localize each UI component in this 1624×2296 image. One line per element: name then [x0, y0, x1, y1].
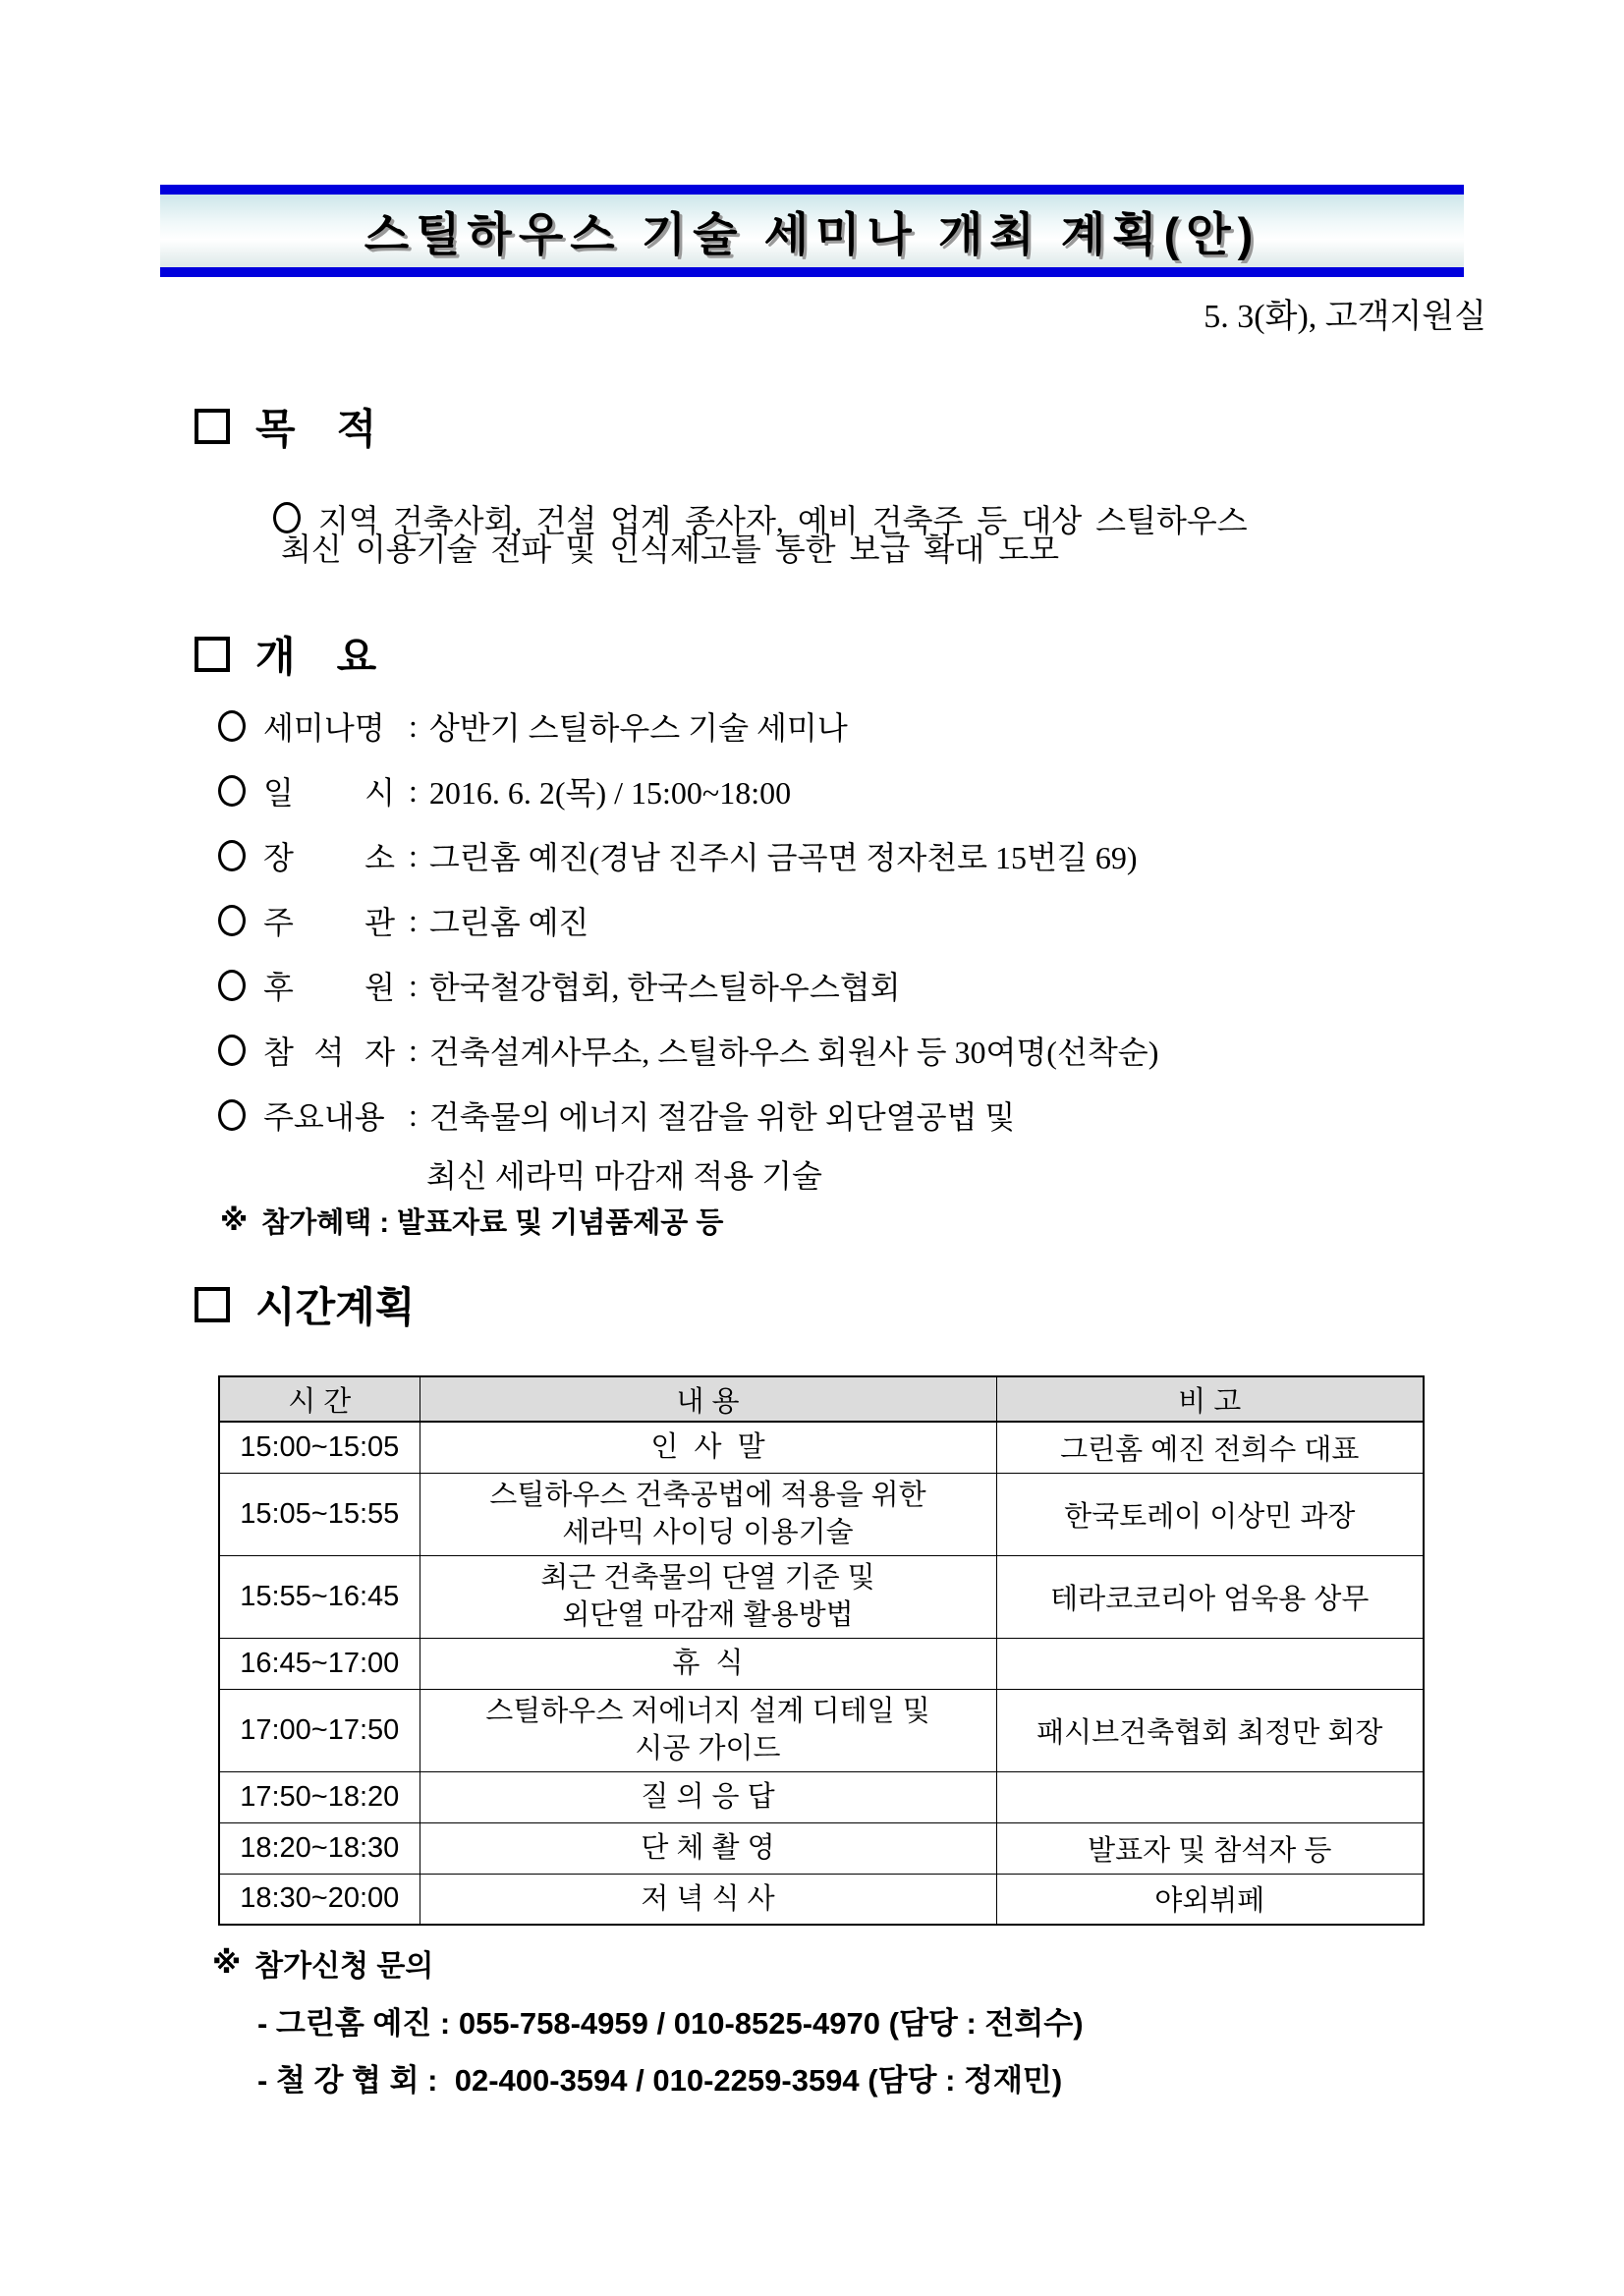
cell-time: 16:45~17:00: [219, 1638, 420, 1689]
col-header-content: 내 용: [420, 1376, 996, 1422]
schedule-table-container: [218, 1375, 1425, 1926]
purpose-heading-label: 목 적: [255, 406, 377, 452]
section-heading-overview: [195, 625, 376, 684]
cell-time: 15:05~15:55: [219, 1473, 420, 1555]
cell-content: 단 체 촬 영: [420, 1822, 996, 1874]
overview-item-value: 건축설계사무소, 스틸하우스 회원사 등 30여명(선착순): [428, 1035, 1159, 1070]
purpose-line-1-text: 지역 건축사회, 건설 업계 종사자, 예비 건축주 등 대상 스틸하우스: [318, 503, 1248, 538]
colon-separator: :: [409, 1032, 418, 1068]
section-heading-schedule: [195, 1275, 415, 1334]
cell-content: 질 의 응 답: [420, 1771, 996, 1822]
overview-item-value: 2016. 6. 2(목) / 15:00~18:00: [428, 775, 792, 811]
cell-note: [996, 1771, 1424, 1822]
table-row: [219, 1874, 1424, 1925]
cell-content: 인 사 말: [420, 1422, 996, 1473]
circle-bullet-icon: [218, 905, 246, 936]
table-header-row: [219, 1376, 1424, 1422]
table-row: [219, 1689, 1424, 1771]
cell-note: 야외뷔페: [996, 1874, 1424, 1925]
cell-time: 17:00~17:50: [219, 1689, 420, 1771]
cell-note: 그린홈 예진 전희수 대표: [996, 1422, 1424, 1473]
schedule-heading-label: 시간계획: [255, 1284, 416, 1330]
cell-note: 발표자 및 참석자 등: [996, 1822, 1424, 1874]
colon-separator: :: [409, 902, 418, 938]
table-row: [219, 1555, 1424, 1638]
overview-item-datetime: [218, 758, 1158, 823]
table-row: [219, 1822, 1424, 1874]
cell-note: 테라코코리아 엄욱용 상무: [996, 1555, 1424, 1638]
table-row: [219, 1473, 1424, 1555]
colon-separator: :: [409, 967, 418, 1003]
colon-separator: :: [409, 837, 418, 873]
colon-separator: :: [409, 707, 418, 744]
overview-item-label: 주 관: [263, 905, 395, 940]
cell-content: 스틸하우스 건축공법에 적용을 위한 세라믹 사이딩 이용기술: [420, 1473, 996, 1555]
overview-item-label: 세미나명: [263, 710, 385, 746]
cell-note: 한국토레이 이상민 과장: [996, 1473, 1424, 1555]
contact-line-steel-association: - 철 강 협 회 : 02-400-3594 / 010-2259-3594 (담당 : 정재민): [257, 2063, 1063, 2098]
square-bullet-icon: [195, 409, 230, 444]
page-title: 스틸하우스 기술 세미나 개최 계획(안): [364, 207, 1260, 260]
overview-item-label: 주요내용: [263, 1099, 385, 1135]
contact-line-greenhome: - 그린홈 예진 : 055-758-4959 / 010-8525-4970 (담당 : 전희수): [257, 2006, 1084, 2041]
cell-content: 스틸하우스 저에너지 설계 디테일 및 시공 가이드: [420, 1689, 996, 1771]
cell-time: 15:55~16:45: [219, 1555, 420, 1638]
contact-heading: [212, 1941, 433, 1985]
date-department-line: 5. 3(화), 고객지원실: [1204, 299, 1486, 335]
section-heading-purpose: [195, 397, 376, 456]
colon-separator: :: [409, 1096, 418, 1133]
overview-item-value: 건축물의 에너지 절감을 위한 외단열공법 및: [428, 1099, 1016, 1135]
schedule-table: [218, 1375, 1425, 1926]
cell-time: 15:00~15:05: [219, 1422, 420, 1473]
contact-heading-text: 참가신청 문의: [254, 1950, 434, 1983]
table-row: [219, 1638, 1424, 1689]
reference-mark-icon: ※: [212, 1946, 242, 1980]
overview-item-value: 한국철강협회, 한국스틸하우스협회: [428, 970, 901, 1005]
square-bullet-icon: [195, 637, 230, 672]
col-header-time: 시 간: [219, 1376, 420, 1422]
cell-content: 최근 건축물의 단열 기준 및 외단열 마감재 활용방법: [420, 1555, 996, 1638]
square-bullet-icon: [195, 1287, 230, 1322]
colon-separator: :: [409, 772, 418, 809]
overview-item-main-content: [218, 1083, 1158, 1148]
circle-bullet-icon: [218, 970, 246, 1001]
overview-item-organizer: [218, 888, 1158, 953]
cell-note: [996, 1638, 1424, 1689]
circle-bullet-icon: [218, 1035, 246, 1066]
overview-item-sponsor: [218, 953, 1158, 1018]
purpose-line-2: 최신 이용기술 전파 및 인식제고를 통한 보급 확대 도모: [281, 532, 1060, 567]
overview-item-venue: [218, 823, 1158, 888]
overview-item-seminar-name: [218, 694, 1158, 758]
reference-mark-icon: ※: [220, 1205, 249, 1237]
table-row: [219, 1771, 1424, 1822]
title-banner: [160, 185, 1464, 277]
overview-heading-label: 개 요: [255, 634, 377, 680]
overview-item-main-content-line2: 최신 세라믹 마감재 적용 기술: [426, 1158, 822, 1194]
col-header-note: 비 고: [996, 1376, 1424, 1422]
overview-item-label: 후 원: [263, 970, 395, 1005]
overview-item-label: 일 시: [263, 775, 395, 811]
overview-item-label: 장 소: [263, 840, 395, 875]
benefit-note: [220, 1201, 723, 1241]
cell-time: 18:20~18:30: [219, 1822, 420, 1874]
cell-content: 휴 식: [420, 1638, 996, 1689]
benefit-note-text: 참가혜택 : 발표자료 및 기념품제공 등: [261, 1207, 724, 1239]
circle-bullet-icon: [218, 775, 246, 807]
table-row: [219, 1422, 1424, 1473]
overview-item-value: 그린홈 예진(경남 진주시 금곡면 정자천로 15번길 69): [428, 840, 1138, 875]
circle-bullet-icon: [218, 710, 246, 742]
circle-bullet-icon: [218, 840, 246, 871]
cell-content: 저 녁 식 사: [420, 1874, 996, 1925]
overview-item-value: 상반기 스틸하우스 기술 세미나: [428, 710, 848, 746]
cell-time: 18:30~20:00: [219, 1874, 420, 1925]
overview-list: [218, 694, 1158, 1204]
circle-bullet-icon: [218, 1099, 246, 1131]
cell-note: 패시브건축협회 최정만 회장: [996, 1689, 1424, 1771]
overview-item-attendees: [218, 1018, 1158, 1083]
overview-item-label: 참 석 자: [263, 1035, 395, 1070]
overview-item-value: 그린홈 예진: [428, 905, 589, 940]
cell-time: 17:50~18:20: [219, 1771, 420, 1822]
